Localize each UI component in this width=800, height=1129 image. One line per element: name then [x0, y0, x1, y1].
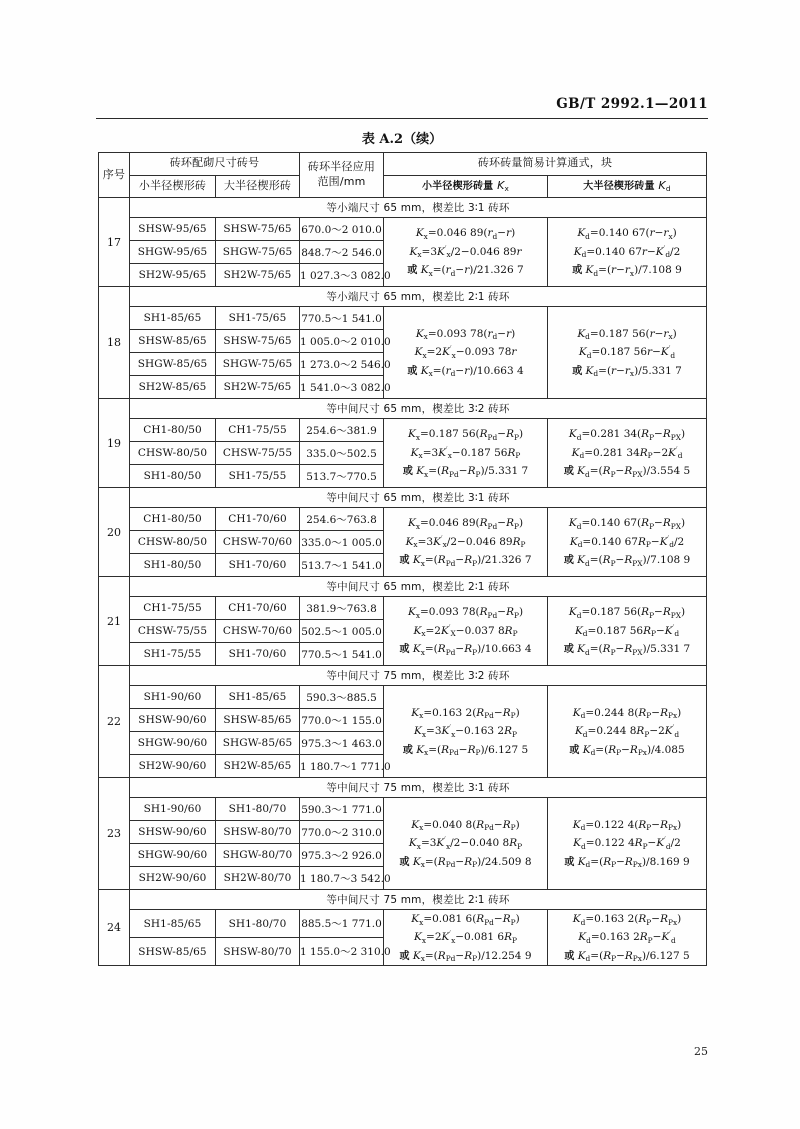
header-radius-range-line2: 范围/mm [317, 175, 366, 188]
row-sequence-number: 20 [99, 488, 130, 577]
cell-radius-range: 770.5～1 541.0 [300, 307, 384, 330]
header-rule [96, 118, 708, 119]
table-header-row-1 [99, 153, 707, 176]
cell-kd-formula: $K_d=0.163$ $2(R_P-R_{Px})$ $K_d=0.163$ $2R_P-K'_d$ 或 $K_d=(R_P-R_{Px})/6.127$ 5 [548, 910, 707, 966]
cell-kx-formula: $K_x=0.093$ $78(r_d-r)$ $K_x=2K'_x-0.093$ 78r 或 $K_x=(r_d-r)/10.663$ 4 [384, 307, 548, 399]
cell-radius-range: 770.5～1 541.0 [300, 643, 384, 666]
cell-large-radius-brick: SHGW-80/70 [216, 844, 300, 867]
group-title-cell: 等中间尺寸 65 mm，楔差比 2∶1 砖环 [130, 577, 707, 597]
table-body [99, 198, 707, 966]
cell-small-radius-brick: SH1-90/60 [130, 686, 216, 709]
cell-small-radius-brick: SH2W-90/60 [130, 867, 216, 890]
cell-radius-range: 381.9～763.8 [300, 597, 384, 620]
cell-radius-range: 513.7～1 541.0 [300, 554, 384, 577]
cell-radius-range: 590.3～885.5 [300, 686, 384, 709]
row-sequence-number: 18 [99, 287, 130, 399]
group-title-cell: 等小端尺寸 65 mm，楔差比 2∶1 砖环 [130, 287, 707, 307]
cell-small-radius-brick: SH1-80/50 [130, 465, 216, 488]
group-title-row [99, 198, 707, 218]
row-sequence-number: 17 [99, 198, 130, 287]
cell-radius-range: 848.7～2 546.0 [300, 241, 384, 264]
cell-small-radius-brick: SHGW-90/60 [130, 844, 216, 867]
cell-small-radius-brick: SH2W-85/65 [130, 376, 216, 399]
cell-radius-range: 502.5～1 005.0 [300, 620, 384, 643]
cell-kd-formula: $K_d=0.281$ $34(R_P-R_{PX})$ $K_d=0.281$ $34R_P-2K'_d$ 或 $K_d=(R_P-R_{PX})/3.554$ 5 [548, 419, 707, 488]
table-row [99, 307, 707, 330]
header-radius-range-line1: 砖环半径应用 [307, 160, 376, 174]
header-kd: 大半径楔形砖量 $K_d$ [548, 175, 707, 198]
cell-kd-formula: $K_d=0.122$ $4(R_P-R_{Px})$ $K_d=0.122$ $4R_P-K'_d/2$ 或 $K_d=(R_P-R_{Px})/8.169$ 9 [548, 798, 707, 890]
cell-large-radius-brick: SHGW-75/65 [216, 241, 300, 264]
table-row [99, 218, 707, 241]
cell-radius-range: 513.7～770.5 [300, 465, 384, 488]
cell-small-radius-brick: SH2W-95/65 [130, 264, 216, 287]
cell-kd-formula: $K_d=0.140$ $67(R_P-R_{PX})$ $K_d=0.140$ $67R_P-K'_d/2$ 或 $K_d=(R_P-R_{PX})/7.108$ 9 [548, 508, 707, 577]
cell-large-radius-brick: SH1-80/70 [216, 798, 300, 821]
cell-large-radius-brick: SHSW-75/65 [216, 218, 300, 241]
page-number: 25 [694, 1045, 708, 1058]
group-title-row [99, 666, 707, 686]
cell-large-radius-brick: CH1-75/55 [216, 419, 300, 442]
cell-radius-range: 335.0～1 005.0 [300, 531, 384, 554]
cell-radius-range: 975.3～2 926.0 [300, 844, 384, 867]
group-title-row [99, 778, 707, 798]
cell-large-radius-brick: CHSW-70/60 [216, 531, 300, 554]
cell-small-radius-brick: SHSW-95/65 [130, 218, 216, 241]
cell-radius-range: 254.6～763.8 [300, 508, 384, 531]
cell-small-radius-brick: CH1-75/55 [130, 597, 216, 620]
row-sequence-number: 22 [99, 666, 130, 778]
cell-kx-formula: $K_x=0.187$ $56(R_{Pd}-R_P)$ $K_x=3K'_x-0.187$ $56R_P$ 或 $K_x=(R_{Pd}-R_P)/5.331$ 7 [384, 419, 548, 488]
cell-large-radius-brick: CHSW-70/60 [216, 620, 300, 643]
cell-large-radius-brick: SH1-75/65 [216, 307, 300, 330]
table-head [99, 153, 707, 198]
cell-kx-formula: $K_x=0.046$ $89(R_{Pd}-R_P)$ $K_x=3K'_x/2-0.046$ $89R_P$ 或 $K_x=(R_{Pd}-R_P)/21.326$ 7 [384, 508, 548, 577]
cell-kx-formula: $K_x=0.093$ $78(R_{Pd}-R_P)$ $K_x=2K'_X-0.037$ $8R_P$ 或 $K_x=(R_{Pd}-R_P)/10.663$ 4 [384, 597, 548, 666]
cell-large-radius-brick: SHSW-85/65 [216, 709, 300, 732]
cell-large-radius-brick: SH2W-80/70 [216, 867, 300, 890]
cell-radius-range: 1 273.0～2 546.0 [300, 353, 384, 376]
cell-large-radius-brick: SH1-80/70 [216, 910, 300, 938]
cell-radius-range: 975.3～1 463.0 [300, 732, 384, 755]
group-title-cell: 等中间尺寸 75 mm，楔差比 3∶2 砖环 [130, 666, 707, 686]
cell-small-radius-brick: SHGW-85/65 [130, 353, 216, 376]
cell-small-radius-brick: CHSW-80/50 [130, 442, 216, 465]
table-row [99, 419, 707, 442]
cell-small-radius-brick: SHGW-90/60 [130, 732, 216, 755]
group-title-row [99, 488, 707, 508]
cell-radius-range: 1 180.7～3 542.0 [300, 867, 384, 890]
header-kx: 小半径楔形砖量 $K_x$ [384, 175, 548, 198]
cell-large-radius-brick: CH1-70/60 [216, 508, 300, 531]
cell-large-radius-brick: SHSW-75/65 [216, 330, 300, 353]
cell-small-radius-brick: CH1-80/50 [130, 508, 216, 531]
cell-small-radius-brick: SHSW-85/65 [130, 938, 216, 966]
cell-small-radius-brick: CH1-80/50 [130, 419, 216, 442]
row-sequence-number: 19 [99, 399, 130, 488]
cell-small-radius-brick: SH1-75/55 [130, 643, 216, 666]
cell-large-radius-brick: SH2W-85/65 [216, 755, 300, 778]
header-brick-number-group: 砖环配砌尺寸砖号 [130, 153, 300, 176]
cell-kx-formula: $K_x=0.081$ $6(R_{Pd}-R_P)$ $K_x=2K'_x-0.081$ $6R_P$ 或 $K_x=(R_{Pd}-R_P)/12.254$ 9 [384, 910, 548, 966]
group-title-cell: 等中间尺寸 65 mm，楔差比 3∶1 砖环 [130, 488, 707, 508]
cell-kd-formula: $K_d=0.187$ $56(R_P-R_{PX})$ $K_d=0.187$ $56R_P-K'_d$ 或 $K_d=(R_P-R_{PX})/5.331$ 7 [548, 597, 707, 666]
cell-radius-range: 885.5～1 771.0 [300, 910, 384, 938]
standard-number-header: GB/T 2992.1—2011 [556, 96, 708, 112]
cell-kd-formula: $K_d=0.140$ $67(r-r_x)$ $K_d=0.140$ $67r-K'_d/2$ 或 $K_d=(r-r_x)/7.108$ 9 [548, 218, 707, 287]
brick-ring-table [98, 152, 707, 966]
header-formula-group: 砖环砖量简易计算通式，块 [384, 153, 707, 176]
cell-small-radius-brick: SHSW-90/60 [130, 709, 216, 732]
row-sequence-number: 24 [99, 890, 130, 966]
group-title-row [99, 287, 707, 307]
cell-large-radius-brick: SH2W-75/65 [216, 264, 300, 287]
cell-small-radius-brick: CHSW-75/55 [130, 620, 216, 643]
cell-radius-range: 1 180.7～1 771.0 [300, 755, 384, 778]
group-title-cell: 等小端尺寸 65 mm，楔差比 3∶1 砖环 [130, 198, 707, 218]
group-title-row [99, 890, 707, 910]
group-title-row [99, 577, 707, 597]
table-container [98, 152, 706, 966]
table-header-row-2 [99, 175, 707, 198]
cell-radius-range: 1 155.0～2 310.0 [300, 938, 384, 966]
cell-radius-range: 670.0～2 010.0 [300, 218, 384, 241]
cell-large-radius-brick: SHGW-75/65 [216, 353, 300, 376]
cell-small-radius-brick: SH1-85/65 [130, 910, 216, 938]
header-large-radius-brick: 大半径楔形砖 [216, 175, 300, 198]
table-row [99, 798, 707, 821]
cell-large-radius-brick: SH2W-75/65 [216, 376, 300, 399]
cell-kx-formula: $K_x=0.163$ $2(R_{Pd}-R_P)$ $K_x=3K'_x-0.163$ $2R_P$ 或 $K_x=(R_{Pd}-R_P)/6.127$ 5 [384, 686, 548, 778]
group-title-row [99, 399, 707, 419]
cell-large-radius-brick: CHSW-75/55 [216, 442, 300, 465]
cell-small-radius-brick: SH1-90/60 [130, 798, 216, 821]
cell-small-radius-brick: SH1-85/65 [130, 307, 216, 330]
table-row [99, 508, 707, 531]
cell-radius-range: 590.3～1 771.0 [300, 798, 384, 821]
cell-large-radius-brick: SHSW-80/70 [216, 821, 300, 844]
table-row [99, 686, 707, 709]
table-row [99, 597, 707, 620]
cell-small-radius-brick: SH2W-90/60 [130, 755, 216, 778]
row-sequence-number: 21 [99, 577, 130, 666]
cell-small-radius-brick: SHSW-85/65 [130, 330, 216, 353]
cell-radius-range: 770.0～1 155.0 [300, 709, 384, 732]
cell-large-radius-brick: SH1-70/60 [216, 643, 300, 666]
cell-radius-range: 1 005.0～2 010.0 [300, 330, 384, 353]
header-radius-range [300, 153, 384, 198]
cell-radius-range: 1 027.3～3 082.0 [300, 264, 384, 287]
cell-small-radius-brick: SH1-80/50 [130, 554, 216, 577]
cell-large-radius-brick: SH1-85/65 [216, 686, 300, 709]
cell-kx-formula: $K_x=0.040$ $8(R_{Pd}-R_P)$ $K_x=3K'_x/2-0.040$ $8R_P$ 或 $K_x=(R_{Pd}-R_P)/24.509$ 8 [384, 798, 548, 890]
table-caption: 表 A.2（续） [361, 132, 443, 147]
header-small-radius-brick: 小半径楔形砖 [130, 175, 216, 198]
cell-small-radius-brick: SHSW-90/60 [130, 821, 216, 844]
group-title-cell: 等中间尺寸 65 mm，楔差比 3∶2 砖环 [130, 399, 707, 419]
group-title-cell: 等中间尺寸 75 mm，楔差比 2∶1 砖环 [130, 890, 707, 910]
row-sequence-number: 23 [99, 778, 130, 890]
cell-small-radius-brick: SHGW-95/65 [130, 241, 216, 264]
cell-large-radius-brick: SH1-75/55 [216, 465, 300, 488]
header-seq: 序号 [99, 153, 130, 198]
cell-radius-range: 254.6～381.9 [300, 419, 384, 442]
cell-kx-formula: $K_x=0.046$ $89(r_d-r)$ $K_x=3K'_x/2-0.046$ 89r 或 $K_x=(r_d-r)/21.326$ 7 [384, 218, 548, 287]
cell-radius-range: 1 541.0～3 082.0 [300, 376, 384, 399]
group-title-cell: 等中间尺寸 75 mm，楔差比 3∶1 砖环 [130, 778, 707, 798]
cell-large-radius-brick: SH1-70/60 [216, 554, 300, 577]
cell-large-radius-brick: CH1-70/60 [216, 597, 300, 620]
cell-small-radius-brick: CHSW-80/50 [130, 531, 216, 554]
cell-large-radius-brick: SHGW-85/65 [216, 732, 300, 755]
cell-kd-formula: $K_d=0.244$ $8(R_P-R_{Px})$ $K_d=0.244$ $8R_P-2K'_d$ 或 $K_d=(R_P-R_{Px})/4.085$ [548, 686, 707, 778]
cell-radius-range: 335.0～502.5 [300, 442, 384, 465]
cell-radius-range: 770.0～2 310.0 [300, 821, 384, 844]
cell-large-radius-brick: SHSW-80/70 [216, 938, 300, 966]
table-row [99, 910, 707, 938]
cell-kd-formula: $K_d=0.187$ $56(r-r_x)$ $K_d=0.187$ $56r-K'_d$ 或 $K_d=(r-r_x)/5.331$ 7 [548, 307, 707, 399]
